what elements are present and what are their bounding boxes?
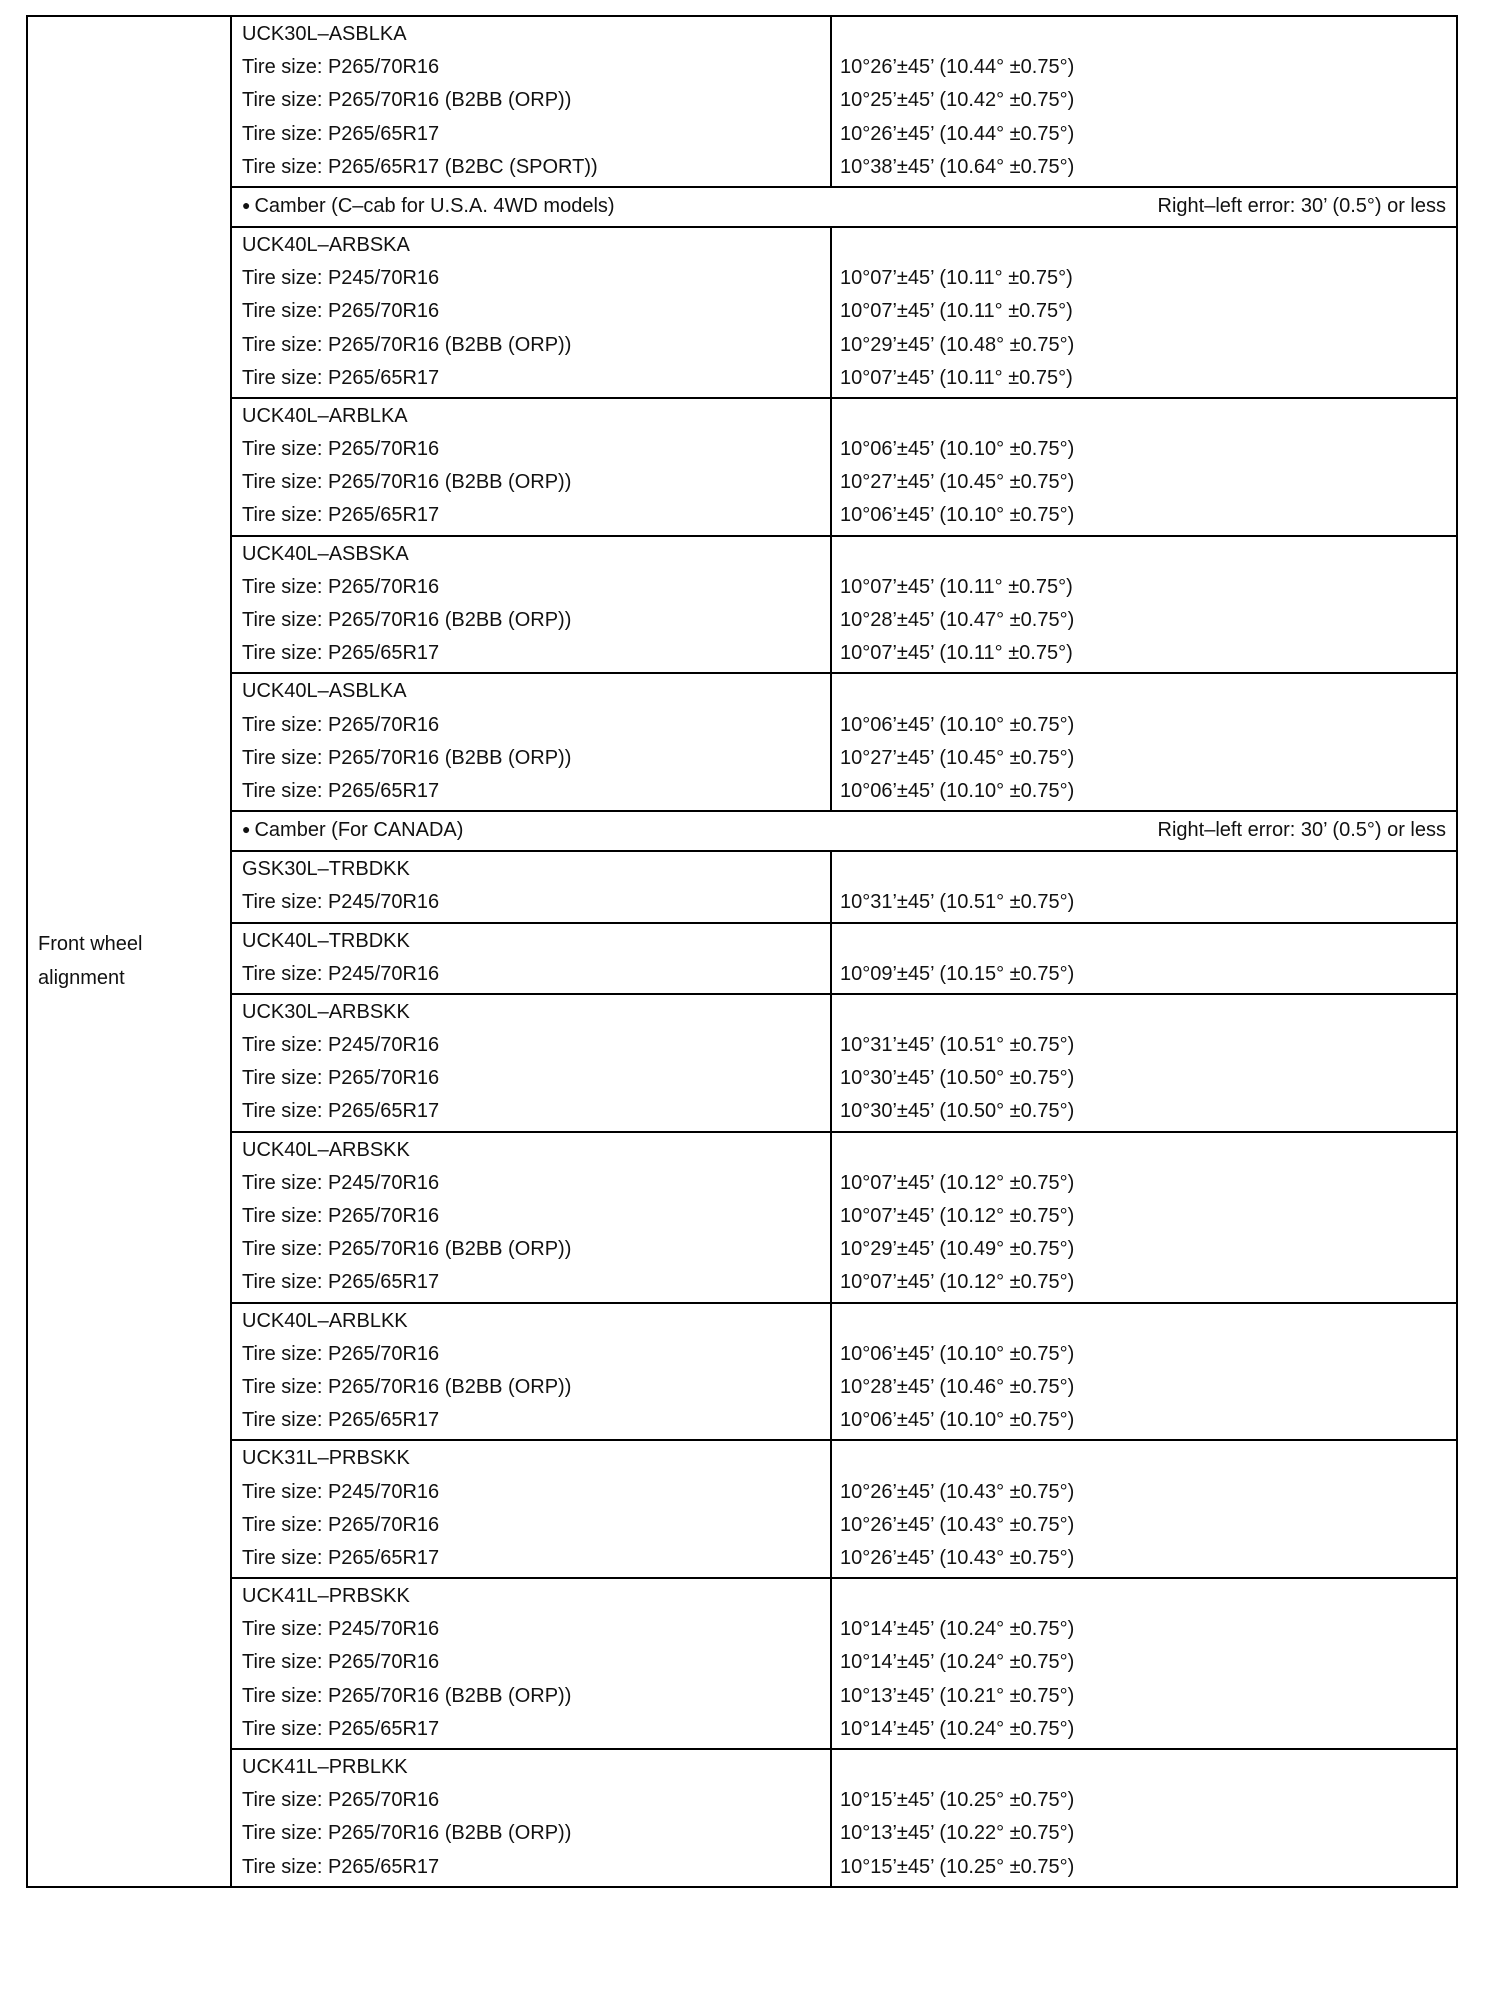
camber-value: 10°06’±45’ (10.10° ±0.75°): [840, 504, 1075, 527]
model-code: UCK30L–ASBLKA: [242, 23, 407, 45]
camber-value: 10°26’±45’ (10.43° ±0.75°): [840, 1480, 1075, 1503]
model-cell: [231, 398, 831, 536]
camber-value: 10°38’±45’ (10.64° ±0.75°): [840, 155, 1075, 178]
bullet-icon: ●: [242, 196, 251, 213]
table-row: [27, 1132, 1457, 1303]
value-cell: [831, 1132, 1457, 1303]
tire-size: Tire size: P265/70R16: [242, 1205, 440, 1227]
tire-size: Tire size: P265/70R16 (B2BB (ORP)): [242, 1375, 572, 1398]
camber-value: 10°28’±45’ (10.47° ±0.75°): [840, 609, 1075, 631]
model-code: UCK40L–TRBDKK: [242, 929, 410, 952]
tire-size: Tire size: P265/70R16 (B2BB (ORP)): [242, 471, 572, 494]
model-cell: [231, 1440, 831, 1578]
value-spacer: [840, 853, 1456, 886]
tire-size: Tire size: P245/70R16: [242, 267, 440, 290]
table-row: [27, 923, 1457, 994]
camber-value: 10°26’±45’ (10.43° ±0.75°): [840, 1546, 1075, 1569]
value-spacer: [840, 1305, 1456, 1338]
camber-value: 10°31’±45’ (10.51° ±0.75°): [840, 1034, 1075, 1057]
value-cell: [831, 398, 1457, 536]
tire-size: Tire size: P265/70R16 (B2BB (ORP)): [242, 1684, 572, 1707]
model-cell: [231, 1132, 831, 1303]
model-code: UCK41L–PRBLKK: [242, 1756, 408, 1778]
tire-size: Tire size: P265/65R17: [242, 642, 440, 665]
right-left-error-note: Right–left error: 30’ (0.5°) or less: [1157, 819, 1446, 842]
camber-header-left: [242, 813, 463, 848]
table-row: [27, 1749, 1457, 1887]
value-spacer: [840, 229, 1456, 262]
value-cell: [831, 227, 1457, 398]
value-spacer: [840, 996, 1456, 1029]
camber-value: 10°13’±45’ (10.22° ±0.75°): [840, 1822, 1075, 1845]
value-cell: [831, 851, 1457, 922]
value-spacer: [840, 1442, 1456, 1475]
tire-size: Tire size: P265/70R16 (B2BB (ORP)): [242, 89, 572, 112]
tire-size: Tire size: P265/70R16: [242, 1067, 440, 1090]
model-cell: [231, 227, 831, 398]
table-row: [27, 994, 1457, 1132]
model-cell: [231, 673, 831, 811]
camber-value: 10°26’±45’ (10.44° ±0.75°): [840, 56, 1075, 79]
value-spacer: [840, 538, 1456, 571]
tire-size: Tire size: P245/70R16: [242, 1171, 440, 1194]
tire-size: Tire size: P265/65R17: [242, 504, 440, 527]
table-row: [27, 1303, 1457, 1441]
table-row: [27, 851, 1457, 922]
value-spacer: [840, 18, 1456, 51]
camber-value: 10°15’±45’ (10.25° ±0.75°): [840, 1855, 1075, 1878]
section-header-row: [27, 187, 1457, 227]
value-cell: [831, 536, 1457, 674]
section-header-row: [27, 811, 1457, 851]
tire-size: Tire size: P265/65R17: [242, 1100, 440, 1123]
camber-header-cell: [231, 811, 1457, 851]
model-cell: [231, 1749, 831, 1887]
camber-value: 10°31’±45’ (10.51° ±0.75°): [840, 891, 1075, 914]
value-cell: [831, 1749, 1457, 1887]
camber-value: 10°29’±45’ (10.48° ±0.75°): [840, 333, 1075, 356]
value-spacer: [840, 400, 1456, 433]
tire-size: Tire size: P265/70R16 (B2BB (ORP)): [242, 609, 572, 631]
value-cell: [831, 923, 1457, 994]
tire-size: Tire size: P265/65R17: [242, 1409, 440, 1432]
tire-size: Tire size: P265/70R16 (B2BB (ORP)): [242, 1238, 572, 1261]
camber-value: 10°13’±45’ (10.21° ±0.75°): [840, 1684, 1075, 1707]
camber-value: 10°26’±45’ (10.43° ±0.75°): [840, 1513, 1075, 1536]
side-label: Front wheel alignment: [38, 933, 143, 990]
tire-size: Tire size: P265/70R16: [242, 438, 440, 461]
camber-value: 10°26’±45’ (10.44° ±0.75°): [840, 122, 1075, 145]
camber-value: 10°06’±45’ (10.10° ±0.75°): [840, 438, 1075, 461]
model-code: UCK31L–PRBSKK: [242, 1447, 410, 1470]
tire-size: Tire size: P245/70R16: [242, 891, 440, 914]
tire-size: Tire size: P265/65R17: [242, 1855, 440, 1878]
value-cell: [831, 1578, 1457, 1749]
tire-size: Tire size: P265/70R16: [242, 1513, 440, 1536]
camber-value: 10°07’±45’ (10.12° ±0.75°): [840, 1271, 1075, 1294]
camber-value: 10°07’±45’ (10.12° ±0.75°): [840, 1205, 1075, 1227]
tire-size: Tire size: P245/70R16: [242, 962, 440, 985]
tire-size: Tire size: P265/70R16 (B2BB (ORP)): [242, 333, 572, 356]
camber-value: 10°06’±45’ (10.10° ±0.75°): [840, 713, 1075, 736]
table-body: [27, 16, 1457, 1887]
tire-size: Tire size: P265/65R17: [242, 122, 440, 145]
value-cell: [831, 673, 1457, 811]
tire-size: Tire size: P265/70R16 (B2BB (ORP)): [242, 746, 572, 769]
camber-value: 10°15’±45’ (10.25° ±0.75°): [840, 1789, 1075, 1812]
tire-size: Tire size: P245/70R16: [242, 1034, 440, 1057]
camber-value: 10°29’±45’ (10.49° ±0.75°): [840, 1238, 1075, 1261]
tire-size: Tire size: P265/65R17: [242, 1271, 440, 1294]
model-cell: [231, 16, 831, 187]
model-code: UCK40L–ASBSKA: [242, 542, 409, 565]
model-cell: [231, 923, 831, 994]
camber-value: 10°14’±45’ (10.24° ±0.75°): [840, 1618, 1075, 1641]
tire-size: Tire size: P265/65R17: [242, 779, 440, 802]
tire-size: Tire size: P245/70R16: [242, 1618, 440, 1641]
alignment-spec-table: [26, 15, 1458, 1888]
camber-value: 10°07’±45’ (10.11° ±0.75°): [840, 300, 1073, 323]
right-left-error-note: Right–left error: 30’ (0.5°) or less: [1157, 194, 1446, 217]
camber-value: 10°14’±45’ (10.24° ±0.75°): [840, 1651, 1075, 1674]
camber-value: 10°27’±45’ (10.45° ±0.75°): [840, 746, 1075, 769]
tire-size: Tire size: P265/70R16: [242, 1651, 440, 1674]
camber-value: 10°07’±45’ (10.11° ±0.75°): [840, 366, 1073, 389]
model-code: UCK40L–ARBSKA: [242, 233, 410, 256]
table-row: [27, 398, 1457, 536]
value-cell: [831, 994, 1457, 1132]
camber-value: 10°06’±45’ (10.10° ±0.75°): [840, 1342, 1075, 1365]
bullet-icon: ●: [242, 821, 251, 838]
value-spacer: [840, 675, 1456, 708]
camber-value: 10°09’±45’ (10.15° ±0.75°): [840, 962, 1075, 985]
table-row: [27, 1440, 1457, 1578]
model-code: UCK40L–ASBLKA: [242, 680, 407, 703]
tire-size: Tire size: P265/70R16: [242, 1789, 440, 1812]
value-spacer: [840, 1751, 1456, 1784]
model-cell: [231, 1578, 831, 1749]
camber-value: 10°25’±45’ (10.42° ±0.75°): [840, 89, 1075, 112]
camber-value: 10°14’±45’ (10.24° ±0.75°): [840, 1717, 1075, 1740]
tire-size: Tire size: P265/70R16 (B2BB (ORP)): [242, 1822, 572, 1845]
model-cell: [231, 1303, 831, 1441]
table-row: [27, 1578, 1457, 1749]
table-row: [27, 16, 1457, 187]
model-code: UCK41L–PRBSKK: [242, 1585, 410, 1608]
camber-header-title: Camber (For CANADA): [254, 819, 464, 842]
tire-size: Tire size: P265/70R16: [242, 300, 440, 323]
tire-size: Tire size: P265/65R17 (B2BC (SPORT)): [242, 155, 598, 178]
model-cell: [231, 536, 831, 674]
tire-size: Tire size: P265/70R16: [242, 713, 440, 736]
value-spacer: [840, 1580, 1456, 1613]
camber-header-title: Camber (C–cab for U.S.A. 4WD models): [254, 194, 615, 217]
value-cell: [831, 1440, 1457, 1578]
value-cell: [831, 16, 1457, 187]
tire-size: Tire size: P265/65R17: [242, 1717, 440, 1740]
value-spacer: [840, 1134, 1456, 1167]
model-cell: [231, 994, 831, 1132]
side-label-cell: [27, 16, 231, 1887]
table-row: [27, 673, 1457, 811]
camber-value: 10°07’±45’ (10.11° ±0.75°): [840, 575, 1073, 598]
camber-value: 10°28’±45’ (10.46° ±0.75°): [840, 1375, 1075, 1398]
camber-value: 10°06’±45’ (10.10° ±0.75°): [840, 1409, 1075, 1432]
tire-size: Tire size: P265/65R17: [242, 366, 440, 389]
camber-value: 10°30’±45’ (10.50° ±0.75°): [840, 1100, 1075, 1123]
table-row: [27, 536, 1457, 674]
model-code: UCK40L–ARBLKA: [242, 404, 408, 427]
model-code: UCK40L–ARBSKK: [242, 1138, 410, 1161]
camber-value: 10°07’±45’ (10.12° ±0.75°): [840, 1171, 1075, 1194]
camber-value: 10°30’±45’ (10.50° ±0.75°): [840, 1067, 1075, 1090]
tire-size: Tire size: P265/70R16: [242, 56, 440, 79]
tire-size: Tire size: P265/70R16: [242, 1342, 440, 1365]
model-cell: [231, 851, 831, 922]
model-code: UCK40L–ARBLKK: [242, 1309, 408, 1332]
camber-header-cell: [231, 187, 1457, 227]
value-spacer: [840, 925, 1456, 958]
camber-value: 10°27’±45’ (10.45° ±0.75°): [840, 471, 1075, 494]
camber-value: 10°06’±45’ (10.10° ±0.75°): [840, 779, 1075, 802]
camber-header-left: [242, 189, 615, 224]
table-row: [27, 227, 1457, 398]
camber-value: 10°07’±45’ (10.11° ±0.75°): [840, 642, 1073, 665]
model-code: UCK30L–ARBSKK: [242, 1000, 410, 1023]
value-cell: [831, 1303, 1457, 1441]
tire-size: Tire size: P265/70R16: [242, 575, 440, 598]
camber-value: 10°07’±45’ (10.11° ±0.75°): [840, 267, 1073, 290]
tire-size: Tire size: P265/65R17: [242, 1546, 440, 1569]
model-code: GSK30L–TRBDKK: [242, 858, 410, 881]
tire-size: Tire size: P245/70R16: [242, 1480, 440, 1503]
